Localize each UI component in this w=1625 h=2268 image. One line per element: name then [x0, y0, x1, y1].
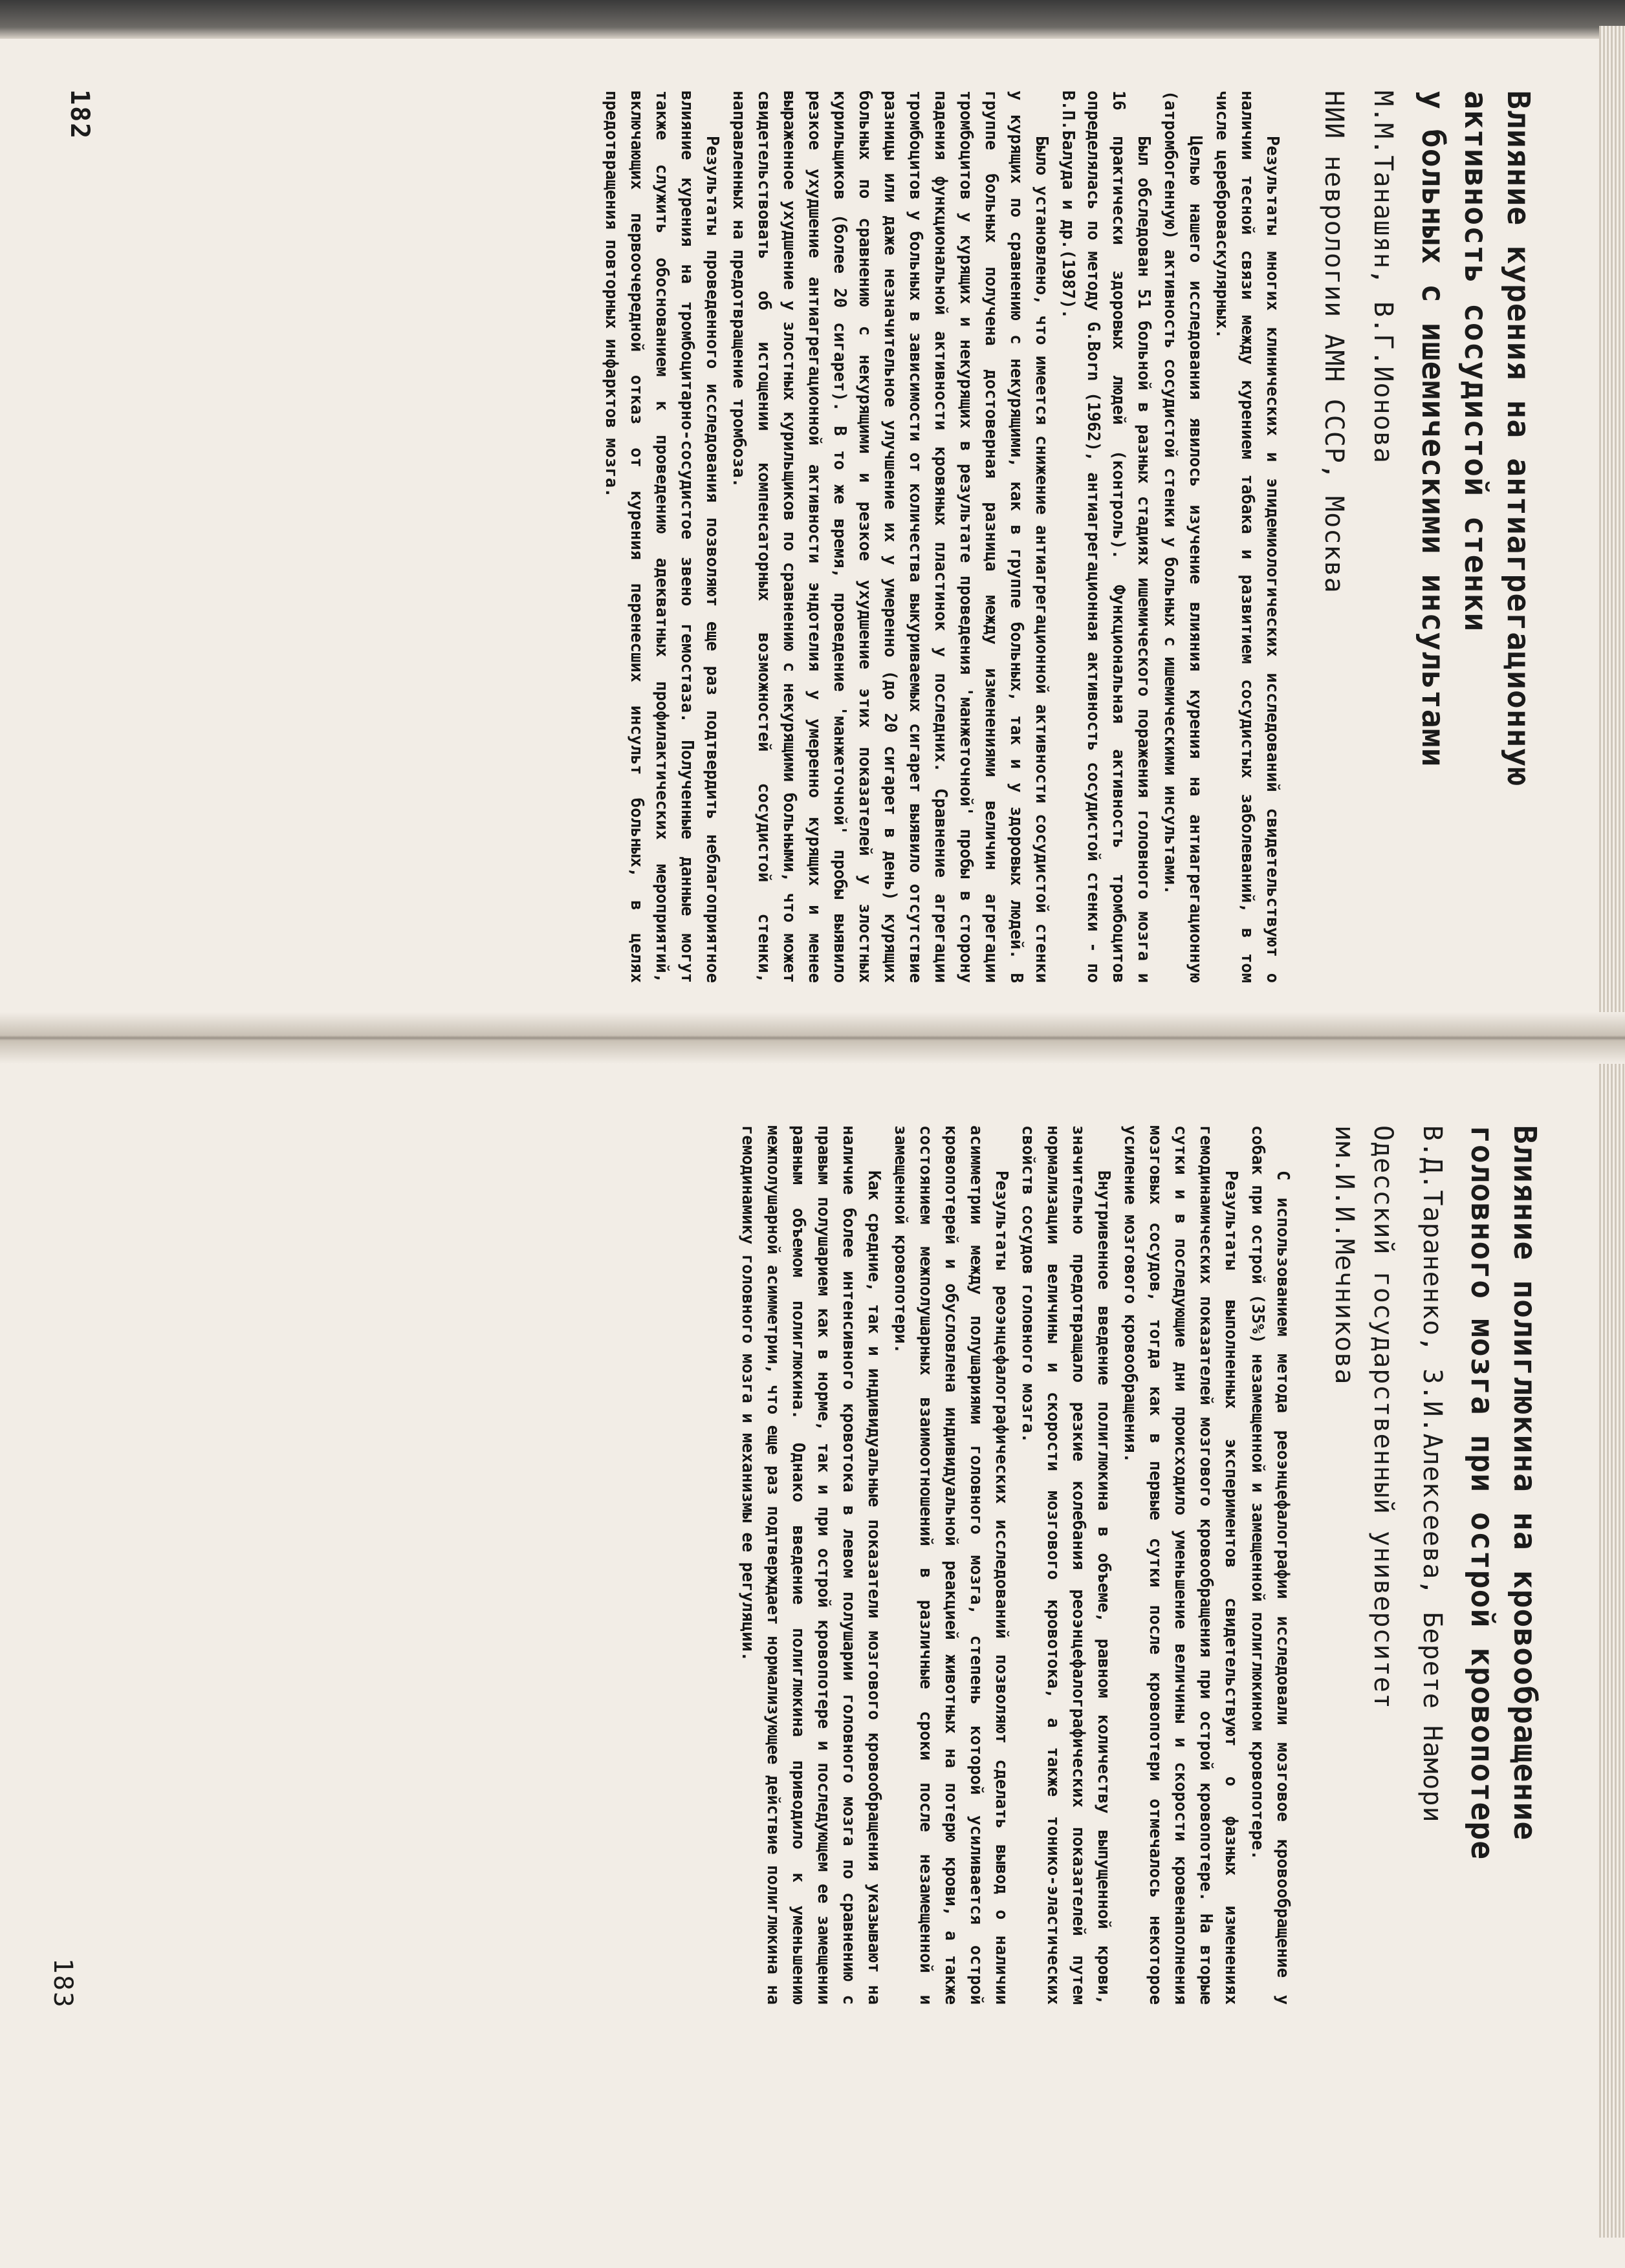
page-number: 183: [48, 1958, 78, 2009]
body-paragraph: С использованием метода реоэнцефалографии исследовали мозговое кровообращение у собак при острой (35%) незамещенной и замещенной полиглюкином кровопотере.: [1248, 1125, 1292, 2005]
body-paragraph: Как средние, так и индивидуальные показатели мозгового кровообращения указывают на наличие более интенсивного кровотока в левом полушарии головного мозга по сравнению с правым полушарием как в норме, так и при острой кровопотере и последующем ее замещении равным объемом полиглюкина. Однако введение полиглюкина приводило к уменьшению межполушарной асимметрии, что еще раз подтверждает нормализующее действие полиглюкина на гемодинамику головного мозга и механизмы ее регуляции.: [738, 1125, 884, 2005]
body-paragraph: Было установлено, что имеется снижение антиагрегационной активности сосудистой стенки у курящих по сравнению с некурящими, как в группе больных, так и у здоровых людей. В группе больных получена достоверная разница между изменениями величин агрегации тромбоцитов у курящих и некурящих в результате проведения 'манжеточной' пробы в сторону падения функциональной активности кровяных пластинок у последних. Сравнение агрегации тромбоцитов у больных в зависимости от количества выкуриваемых сигарет выявило отсутствие разницы или даже незначительное улучшение их у умеренно (до 20 сигарет в день) курящих больных по сравнению с некурящими и резкое ухудшение этих показателей у злостных курильщиков (более 20 сигарет). В то же время, проведение 'манжеточной' пробы выявило резкое ухудшение антиагрегационной активности эндотелия у умеренно курящих и менее выраженное ухудшение у злостных курильщиков по сравнению с некурящими больными, что может свидетельствовать об истощении компенсаторных возможностей сосудистой стенки, направленных на предотвращение тромбоза.: [729, 91, 1051, 983]
page-182: [65, 89, 1540, 983]
body-paragraph: Результаты выполненных экспериментов свидетельствуют о фазных изменениях гемодинамических показателей мозгового кровообращения при острой кровопотере. На вторые сутки и в последующие дни происходило уменьшение величины и скорости кровенаполнения мозговых сосудов, тогда как в первые сутки после кровопотери отмечалось некоторое усиление мозгового кровообращения.: [1120, 1125, 1241, 2005]
article-authors: М.М.Танашян, В.Г.Ионова: [1368, 91, 1398, 464]
article-institution: [1325, 1125, 1402, 2005]
title-line: активность сосудистой стенки: [1457, 91, 1494, 632]
body-paragraph: Целью нашего исследования явилось изучение влияния курения на антиагрегационную (атромбогенную) активность сосудистой стенки у больных с ишемическими инсультами.: [1161, 91, 1205, 983]
body-paragraph: Был обследован 51 больной в разных стадиях ишемического поражения головного мозга и 16 практически здоровых людей (контроль). Функциональная активность тромбоцитов определялась по методу G.Born (1962), антиагрегационная активность сосудистой стенки - по В.П.Балуда и др.(1987).: [1058, 91, 1153, 983]
scan-top-edge: [0, 0, 1625, 39]
body-paragraph: Результаты реоэнцефалографических исследований позволяют сделать вывод о наличии асимметрии между полушариями головного мозга, степень которой усиливается острой кровопотерей и обусловлена индивидуальной реакцией животных на потерю крови, а также состоянием межполушарных взаимоотношений в различные сроки после незамещенной и замещенной кровопотери.: [891, 1125, 1011, 2005]
title-line: Влияние курения на антиагрегационную: [1500, 91, 1536, 787]
page-number: 182: [65, 89, 94, 140]
page-block-edge: [1599, 26, 1625, 2238]
title-line: у больных с ишемическими инсультами: [1415, 91, 1451, 768]
article-title: [1412, 91, 1540, 983]
title-line: Влияние полиглюкина на кровообращение: [1507, 1125, 1543, 1841]
body-paragraph: Результаты проведенного исследования позволяют еще раз подтвердить неблагоприятное влияние курения на тромбоцитарно-сосудистое звено гемостаза. Полученные данные могут также служить обоснованием к проведению адекватных профилактических мероприятий, включающих первоочередной отказ от курения перенесших инсульт больных, в целях предотвращения повторных инфарктов мозга.: [602, 91, 722, 983]
article-authors: В.Д.Тараненко, З.И.Алексеева, Берете Намори: [1417, 1125, 1447, 1823]
page-183: [48, 1125, 1546, 2009]
institution-line: им.И.И.Мечникова: [1329, 1125, 1359, 1385]
body-paragraph: Внутривенное введение полиглюкина в объеме, равном количеству выпущенной крови, значительно предотвращало резкие колебания реоэнцефалографических показателей путем нормализации величины и скорости мозгового кровотока, а также тонико-эластических свойств сосудов головного мозга.: [1018, 1125, 1113, 2005]
title-line: головного мозга при острой кровопотере: [1464, 1125, 1500, 1861]
article-title: [1461, 1125, 1546, 2005]
book-gutter: [0, 1012, 1625, 1064]
institution-line: Одесский государственный университет: [1368, 1125, 1398, 1709]
body-paragraph: Результаты многих клинических и эпидемиологических исследований свидетельствуют о наличии тесной связи между курением табака и развитием сосудистых заболеваний, в том числе цереброваскулярных.: [1212, 91, 1282, 983]
article-institution: НИИ неврологии АМН СССР, Москва: [1319, 91, 1349, 594]
